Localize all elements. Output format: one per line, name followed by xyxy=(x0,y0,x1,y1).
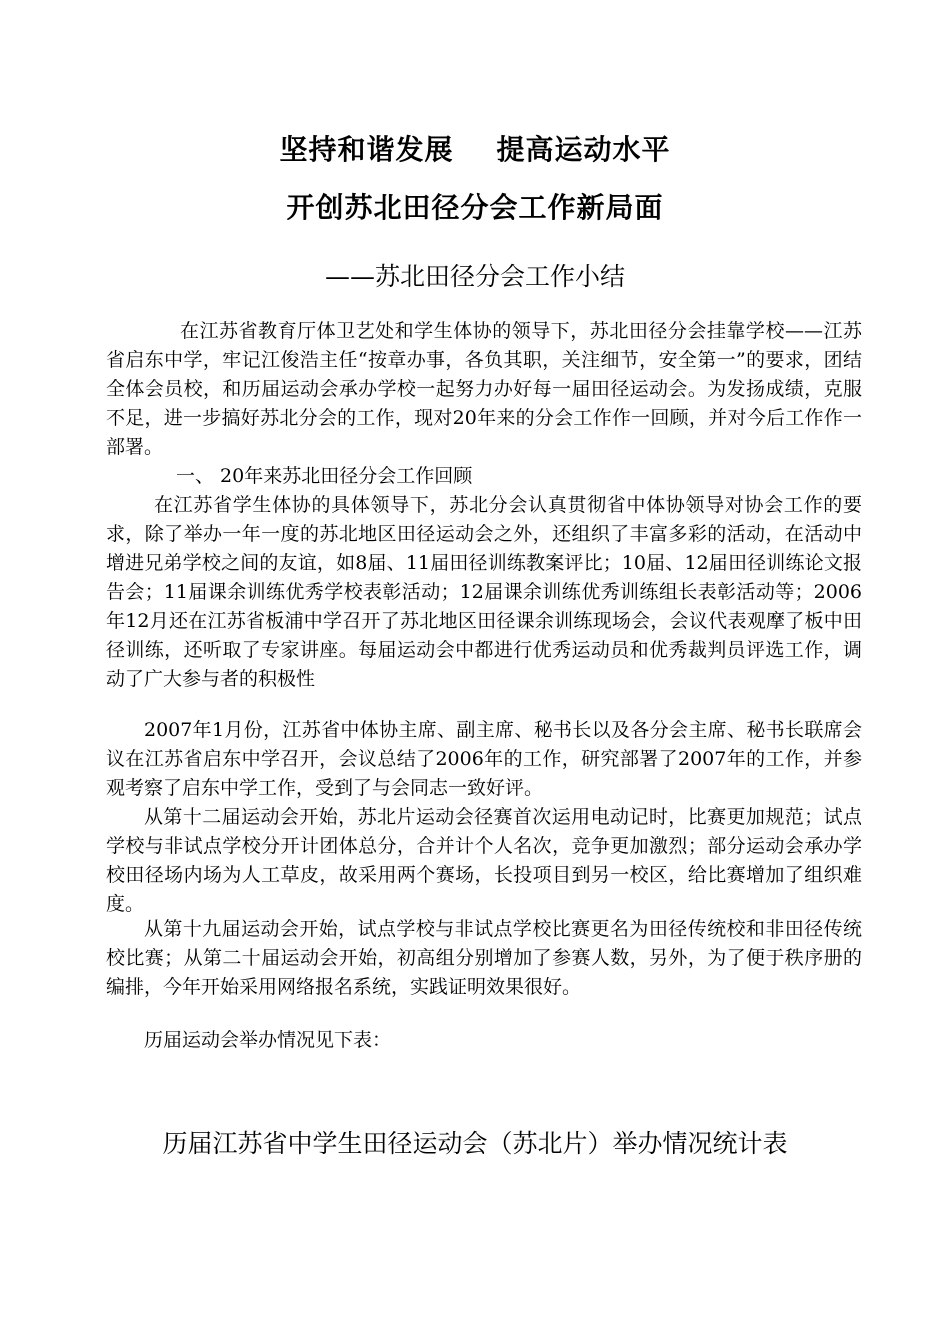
section-heading-review: 一、 20年来苏北田径分会工作回顾 xyxy=(176,465,473,487)
paragraph-table-intro: 历届运动会举办情况见下表： xyxy=(144,1029,392,1051)
document-title-line-2: 开创苏北田径分会工作新局面 xyxy=(286,191,664,224)
paragraph-2007-meeting: 2007年1月份，江苏省中体协主席、副主席、秘书长以及各分会主席、秘书长联席会议在江苏省启东中学召开，会议总结了2006年的工作，研究部署了2007年的工作，并参观考察了启东中学工作，受到了与会同志一致好评。 xyxy=(106,719,862,799)
paragraph-nineteenth-games: 从第十九届运动会开始，试点学校与非试点学校比赛更名为田径传统校和非田径传统校比赛；从第二十届运动会开始，初高组分别增加了参赛人数，另外，为了便于秩序册的编排，今年开始采用网络报名系统，实践证明效果很好。 xyxy=(106,918,862,998)
document-subtitle: ——苏北田径分会工作小结 xyxy=(324,262,625,291)
table-title: 历届江苏省中学生田径运动会（苏北片）举办情况统计表 xyxy=(162,1129,788,1158)
paragraph-twelfth-games: 从第十二届运动会开始，苏北片运动会径赛首次运用电动记时，比赛更加规范；试点学校与非试点学校分开计团体总分，合并计个人名次，竞争更加激烈；部分运动会承办学校田径场内场为人工草皮，故采用两个赛场，长投项目到另一校区，给比赛增加了组织难度。 xyxy=(106,806,862,915)
paragraph-introduction: 在江苏省教育厅体卫艺处和学生体协的领导下，苏北田径分会挂靠学校——江苏省启东中学，牢记江俊浩主任“按章办事，各负其职，关注细节，安全第一”的要求，团结全体会员校，和历届运动会承办学校一起努力办好每一届田径运动会。为发扬成绩，克服不足，进一步搞好苏北分会的工作，现对20年来的分会工作作一回顾，并对今后工作作一部署。 xyxy=(106,320,862,458)
document-title-line-1: 坚持和谐发展 提高运动水平 xyxy=(279,133,671,166)
paragraph-activities: 在江苏省学生体协的具体领导下，苏北分会认真贯彻省中体协领导对协会工作的要求，除了举办一年一度的苏北地区田径运动会之外，还组织了丰富多彩的活动，在活动中增进兄弟学校之间的友谊，如8届、11届田径训练教案评比；10届、12届田径训练论文报告会；11届课余训练优秀学校表彰活动；12届课余训练优秀训练组长表彰活动等；2006年12月还在江苏省板浦中学召开了苏北地区田径课余训练现场会，会议代表观摩了板中田径训练，还听取了专家讲座。每届运动会中都进行优秀运动员和优秀裁判员评选工作，调动了广大参与者的积极性 xyxy=(106,494,862,690)
